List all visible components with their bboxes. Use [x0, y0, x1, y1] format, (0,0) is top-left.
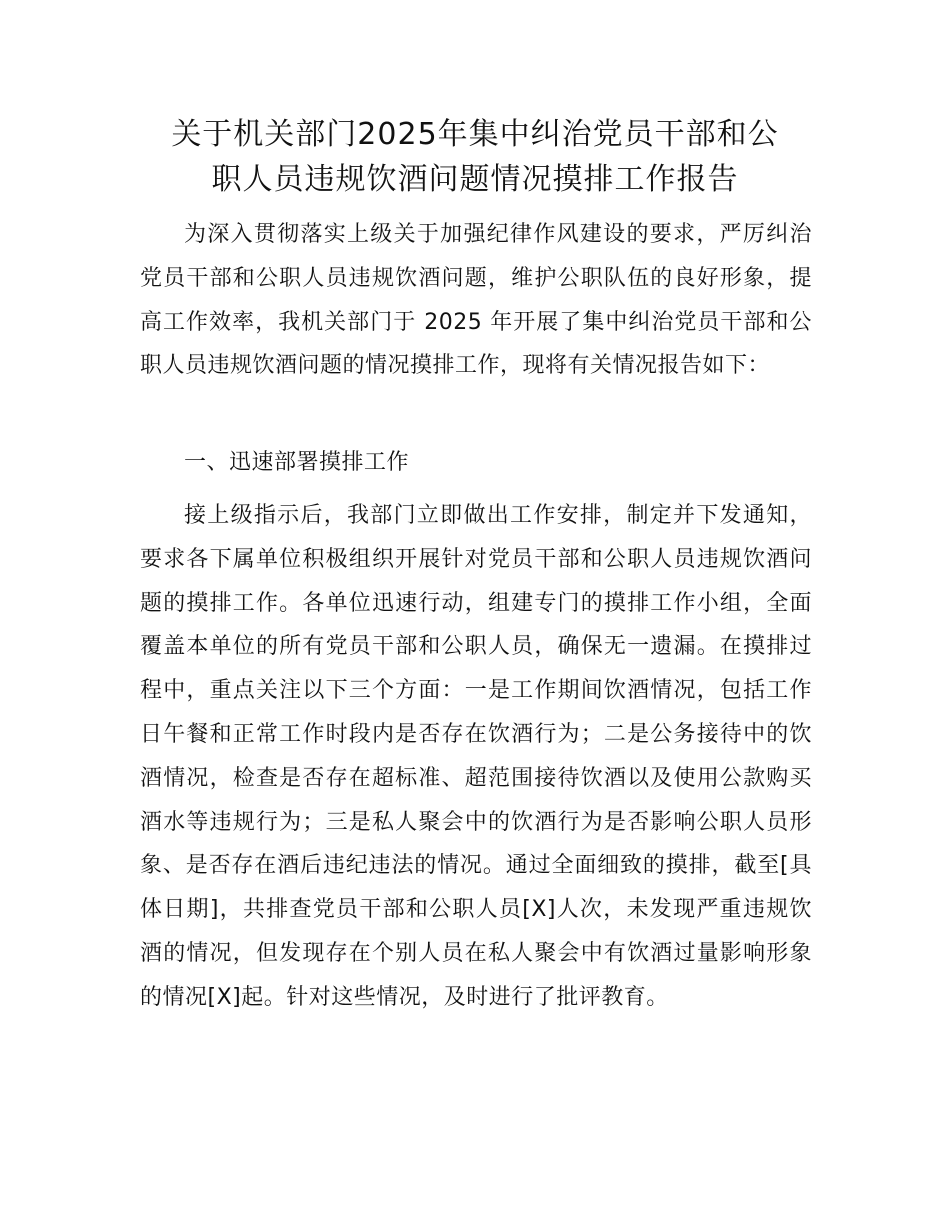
section-heading-1: 一、迅速部署摸排工作	[184, 450, 410, 475]
section-1-paragraph: 接上级指示后，我部门立即做出工作安排，制定并下发通知，要求各下属单位积极组织开展针对党员干部和公职人员违规饮酒问题的摸排工作。各单位迅速行动，组建专门的摸排工作小组，全面覆盖本单位的所有党员干部和公职人员，确保无一遗漏。在摸排过程中，重点关注以下三个方面：一是工作期间饮酒情况，包括工作日午餐和正常工作时段内是否存在饮酒行为；二是公务接待中的饮酒情况，检查是否存在超标准、超范围接待饮酒以及使用公款购买酒水等违规行为；三是私人聚会中的饮酒行为是否影响公职人员形象、是否存在酒后违纪违法的情况。通过全面细致的摸排，截至[具体日期]，共排查党员干部和公职人员[X]人次，未发现严重违规饮酒的情况，但发现存在个别人员在私人聚会中有饮酒过量影响形象的情况[X]起。针对这些情况，及时进行了批评教育。	[140, 503, 812, 1010]
document-title-line-2: 职人员违规饮酒问题情况摸排工作报告	[211, 162, 739, 197]
document-title-line-1: 关于机关部门2025年集中纠治党员干部和公	[171, 117, 779, 152]
intro-paragraph: 为深入贯彻落实上级关于加强纪律作风建设的要求，严厉纠治党员干部和公职人员违规饮酒问题，维护公职队伍的良好形象，提高工作效率，我机关部门于 2025 年开展了集中纠治党员干部和公职人员违规饮酒问题的情况摸排工作，现将有关情况报告如下：	[140, 222, 812, 379]
